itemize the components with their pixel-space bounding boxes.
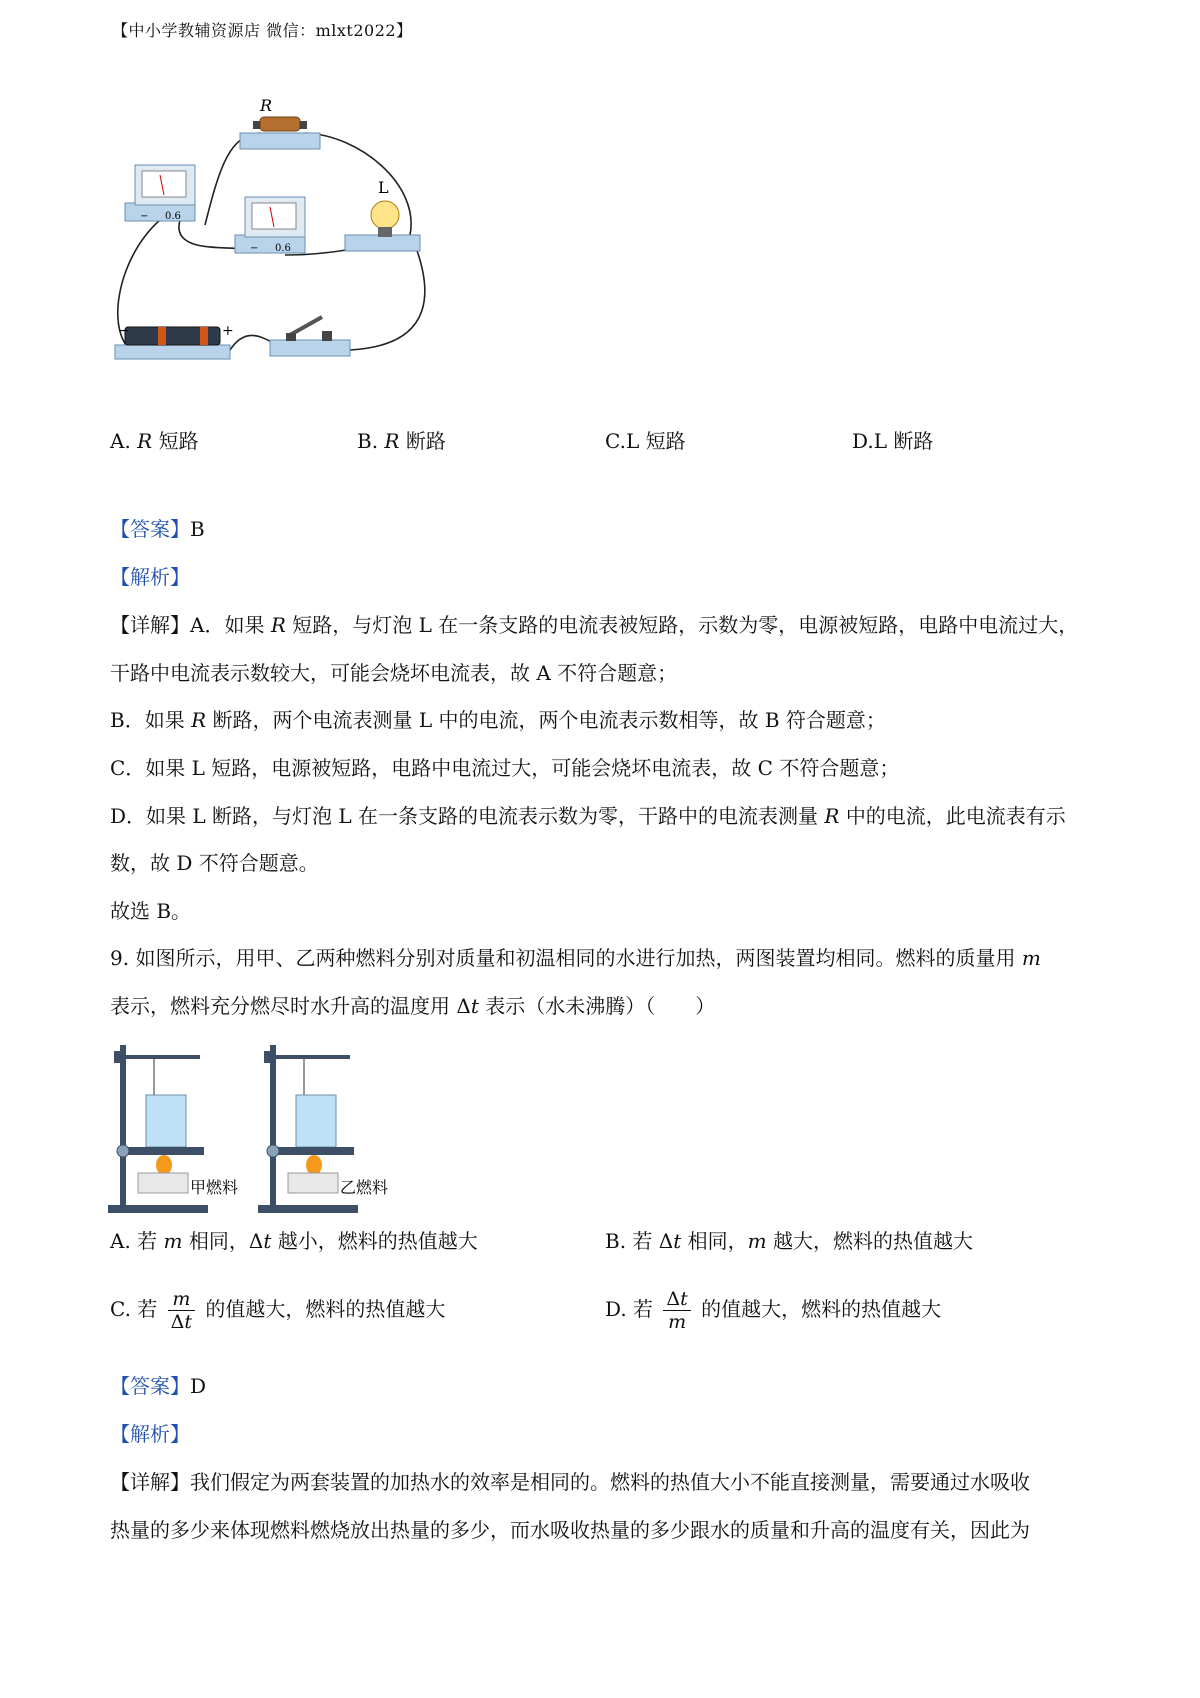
label-r: R — [260, 96, 273, 115]
detail-q8-line2: 干路中电流表示数较大，可能会烧坏电流表，故 A 不符合题意； — [110, 661, 678, 685]
circuit-figure — [110, 95, 470, 405]
detail-q8-line7: 故选 B。 — [110, 899, 192, 923]
svg-text:−: − — [118, 323, 130, 339]
page-header: 【中小学教辅资源店 微信：mlxt2022】 — [112, 21, 413, 40]
detail-q8-line3: B．如果 R 断路，两个电流表测量 L 中的电流，两个电流表示数相等，故 B 符合题意； — [110, 708, 886, 732]
heating-figure — [108, 1035, 408, 1215]
answer-q9: 【答案】D — [110, 1374, 207, 1398]
detail-q8-line1: 【详解】A．如果 R 短路，与灯泡 L 在一条支路的电流表被短路，示数为零，电源被短路，电路中电流过大， — [110, 613, 1079, 637]
ammeter-1 — [125, 165, 195, 221]
fraction-dt-over-m: $\frac{\Delta t}{m}$ — [663, 1288, 690, 1333]
svg-text:0.6: 0.6 — [165, 211, 181, 222]
detail-q9-line2: 热量的多少来体现燃料燃烧放出热量的多少，而水吸收热量的多少跟水的质量和升高的温度有关，因此为 — [110, 1518, 1030, 1542]
fuel-jia-label: 甲燃料 — [190, 1180, 239, 1197]
answer-q8: 【答案】B — [110, 517, 205, 541]
option-c: C.L 短路 — [605, 429, 686, 453]
svg-text:+: + — [222, 323, 234, 339]
fraction-m-over-dt: $\frac{m}{\Delta t}$ — [168, 1288, 195, 1333]
analysis-tag-q8: 【解析】 — [110, 565, 190, 589]
detail-q8-line5: D．如果 L 断路，与灯泡 L 在一条支路的电流表示数为零，干路中的电流表测量 R 中的电流，此电流表有示 — [110, 804, 1066, 828]
analysis-tag-q9: 【解析】 — [110, 1422, 190, 1446]
detail-q9-line1: 【详解】我们假定为两套装置的加热水的效率是相同的。燃料的热值大小不能直接测量，需要通过水吸收 — [110, 1470, 1030, 1494]
fuel-yi-label: 乙燃料 — [340, 1180, 389, 1197]
ammeter-2 — [235, 197, 305, 253]
q9-option-d: D. 若 $\frac{\Delta t}{m}$ 的值越大，燃料的热值越大 — [605, 1288, 942, 1333]
q9-option-b: B. 若 Δt 相同，m 越大，燃料的热值越大 — [605, 1229, 973, 1253]
detail-q8-line4: C．如果 L 短路，电源被短路，电路中电流过大，可能会烧坏电流表，故 C 不符合题意； — [110, 756, 900, 780]
q9-option-c: C. 若 $\frac{m}{\Delta t}$ 的值越大，燃料的热值越大 — [110, 1288, 446, 1333]
switch — [270, 317, 350, 356]
q9-stem-line2: 表示，燃料充分燃尽时水升高的温度用 Δt 表示（水未沸腾）（ ） — [110, 994, 716, 1018]
resistor-r — [240, 117, 320, 149]
svg-text:0.6: 0.6 — [275, 243, 291, 254]
q9-option-a: A. 若 m 相同，Δt 越小，燃料的热值越大 — [110, 1229, 478, 1253]
svg-text:−: − — [250, 243, 259, 254]
svg-text:−: − — [140, 211, 149, 222]
option-a: A. R 短路 — [110, 429, 199, 453]
label-l: L — [378, 178, 389, 197]
q9-stem-line1: 9. 如图所示，用甲、乙两种燃料分别对质量和初温相同的水进行加热，两图装置均相同。燃料的质量用 m — [110, 946, 1041, 970]
battery — [115, 327, 230, 359]
option-b: B. R 断路 — [357, 429, 446, 453]
option-d: D.L 断路 — [852, 429, 934, 453]
detail-q8-line6: 数，故 D 不符合题意。 — [110, 851, 319, 875]
